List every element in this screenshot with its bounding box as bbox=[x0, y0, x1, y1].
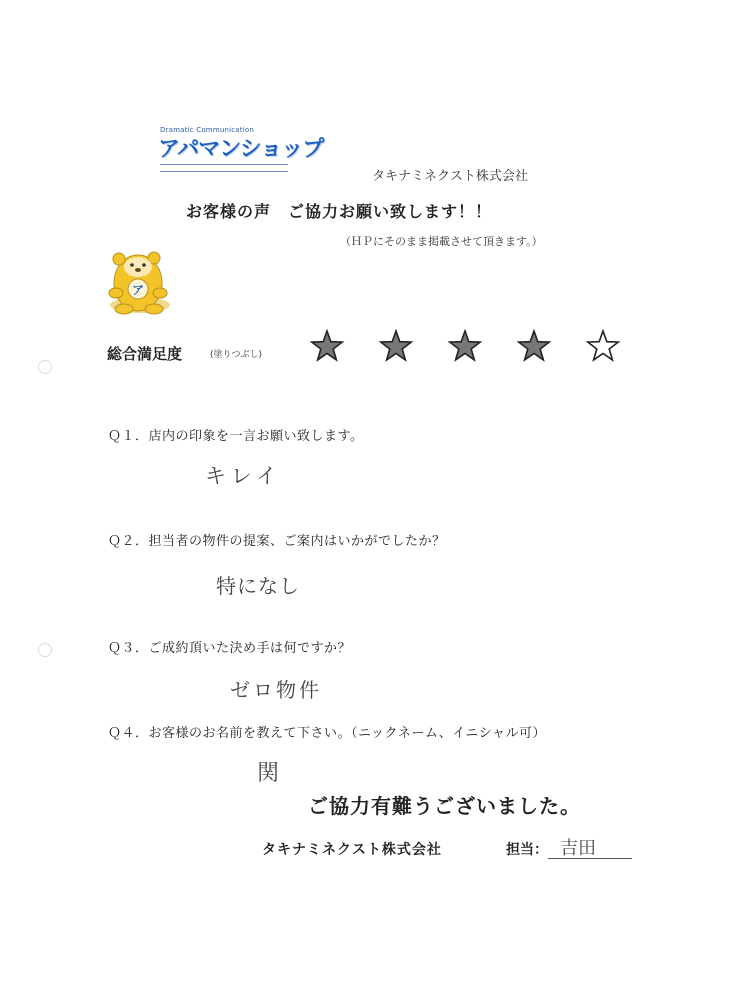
thank-you-message: ご協力有難うございました。 bbox=[308, 794, 581, 818]
star-filled-icon bbox=[519, 331, 549, 360]
answer-4: 関 bbox=[257, 761, 280, 786]
scan-mark bbox=[38, 360, 52, 374]
mascot-bear-icon bbox=[102, 247, 182, 317]
star-filled-icon bbox=[381, 331, 411, 360]
logo-underline bbox=[160, 164, 288, 172]
answer-3: ゼロ物件 bbox=[230, 678, 322, 702]
satisfaction-label: 総合満足度 bbox=[107, 345, 183, 363]
question-4: Ｑ４．お客様のお名前を教えて下さい。（ニックネーム、イニシャル可） bbox=[108, 726, 546, 741]
satisfaction-sublabel: (塗りつぶし) bbox=[210, 350, 263, 360]
company-name-top: タキナミネクスト株式会社 bbox=[372, 169, 528, 184]
scan-mark bbox=[38, 643, 52, 657]
staff-label: 担当： bbox=[506, 842, 548, 858]
question-3: Ｑ３．ご成約頂いた決め手は何ですか？ bbox=[108, 641, 352, 656]
publish-note: （ＨＰにそのまま掲載させて頂きます。） bbox=[340, 235, 543, 248]
brand-logo: アパマンショップ bbox=[158, 137, 324, 162]
answer-2: 特になし bbox=[216, 574, 300, 598]
answer-1: キレイ bbox=[205, 464, 282, 488]
svg-text:ア: ア bbox=[131, 283, 145, 297]
staff-underline bbox=[548, 858, 632, 859]
page-title: お客様の声 ご協力お願い致します！！ bbox=[186, 202, 493, 221]
star-empty-icon bbox=[588, 331, 618, 360]
question-2: Ｑ２．担当者の物件の提案、ご案内はいかがでしたか？ bbox=[108, 534, 446, 549]
company-name-bottom: タキナミネクスト株式会社 bbox=[262, 842, 442, 858]
star-filled-icon bbox=[312, 331, 342, 360]
satisfaction-stars bbox=[305, 326, 635, 370]
question-1: Ｑ１．店内の印象を一言お願い致します。 bbox=[108, 429, 364, 444]
staff-name: 吉田 bbox=[560, 838, 596, 859]
star-filled-icon bbox=[450, 331, 480, 360]
logo-tagline: Dramatic Communication bbox=[160, 126, 255, 134]
